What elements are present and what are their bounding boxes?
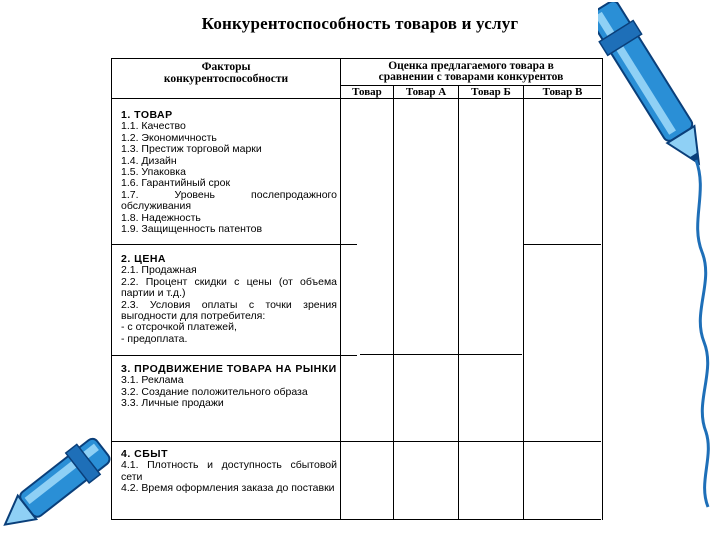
factor-item: 3.1. Реклама [121, 374, 184, 387]
factor-item: 2.2. Процент скидки с цены (от объема партии и т.д.) [121, 275, 337, 300]
factors-column-header [112, 58, 340, 101]
factor-item: 3.2. Создание положительного образа [121, 385, 308, 398]
factor-item: 1.9. Защищенность патентов [121, 223, 263, 236]
pen-bottom-left-icon [0, 432, 112, 540]
column-product-a: Товар А [405, 86, 447, 98]
factor-item: 3.3. Личные продажи [121, 397, 224, 410]
factor-item: 1.3. Престиж торговой марки [121, 143, 262, 156]
section-product [121, 110, 337, 235]
factors-header-line-2: конкурентоспособности [163, 73, 289, 85]
factor-item: 4.2. Время оформления заказа до поставки [121, 482, 335, 495]
section-heading: 4. СБЫТ [121, 448, 168, 460]
section-heading: 2. ЦЕНА [121, 253, 167, 265]
factor-item: 1.1. Качество [121, 120, 186, 133]
column-product-b: Товар Б [471, 86, 511, 98]
section-heading: 1. ТОВАР [121, 109, 173, 121]
product-columns-header [341, 86, 601, 98]
assessment-header-line-1: Оценка предлагаемого товара в [388, 60, 554, 72]
assessment-header-line-2: сравнении с товарами конкурентов [378, 71, 564, 83]
column-product-c: Товар В [542, 86, 583, 98]
page-title: Конкурентоспособность товаров и услуг [201, 14, 519, 33]
assessment-column-header [340, 58, 602, 83]
factor-item: - с отсрочкой платежей, [121, 321, 237, 334]
factor-item: 1.8. Надежность [121, 211, 201, 224]
section-heading: 3. ПРОДВИЖЕНИЕ ТОВАРА НА РЫНКИ [121, 363, 337, 375]
factor-item: 1.2. Экономичность [121, 131, 217, 144]
factor-item: 4.1. Плотность и доступность сбытовой сети [121, 459, 337, 483]
factor-item: 2.1. Продажная [121, 264, 197, 277]
factor-item: 2.3. Условия оплаты с точки зрения выгодности для потребителя: [121, 298, 337, 323]
factor-item: 1.5. Упаковка [121, 166, 186, 179]
column-product: Товар [352, 86, 382, 98]
section-promotion [121, 364, 337, 410]
factor-item: 1.6. Гарантийный срок [121, 177, 231, 190]
factor-item: - предоплата. [121, 332, 188, 345]
factor-item: 1.4. Дизайн [121, 154, 177, 167]
section-sales [121, 449, 337, 495]
factor-item: 1.7. Уровень послепродажного обслуживания [121, 188, 337, 213]
section-price [121, 254, 337, 345]
pen-top-right-icon [598, 2, 720, 522]
factors-header-line-1: Факторы [201, 61, 251, 73]
